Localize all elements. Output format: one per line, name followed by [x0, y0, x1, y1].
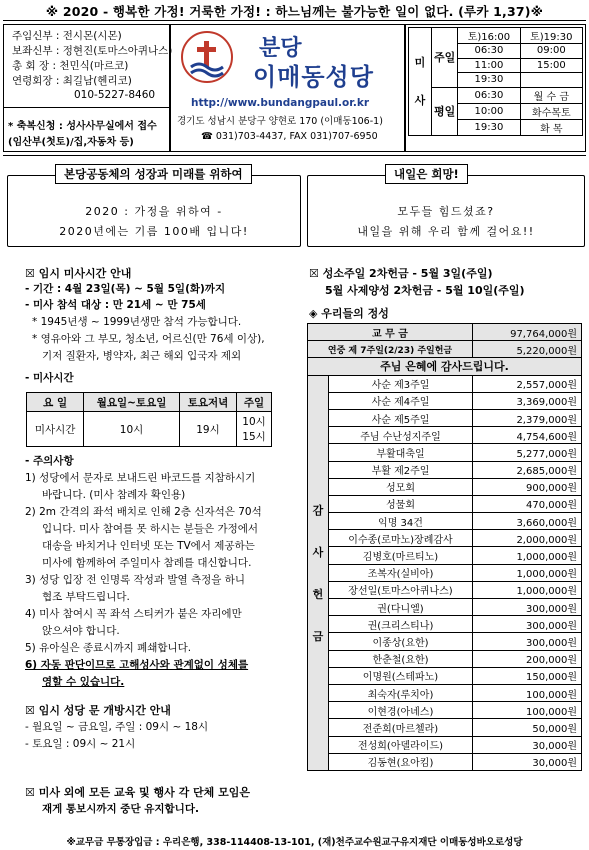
mass-time: 토)16:00 — [458, 28, 520, 44]
checkbox-icon: ☒ — [25, 267, 39, 280]
mass-time: 10:00 — [458, 103, 520, 119]
table-cell: 미사시간 — [27, 412, 84, 447]
offering-name: 전준희(마르첼라) — [329, 719, 473, 736]
offering-row — [308, 633, 582, 650]
offering-row — [308, 547, 582, 564]
offering-row — [308, 753, 582, 770]
offering-name: 권(다니엘) — [329, 599, 473, 616]
section-temp-mass-title: ☒ 임시 미사시간 안내 — [25, 267, 132, 280]
offering-name: 장선일(토마스아퀴나스) — [329, 581, 473, 598]
church-address: 경기도 성남시 분당구 양현로 170 (이매동106-1) — [177, 116, 383, 127]
note-6b: 영할 수 있습니다. — [42, 676, 125, 688]
offering-amount: 100,000원 — [473, 702, 582, 719]
banner-left-title: 본당공동체의 성장과 미래를 위하여 — [55, 164, 252, 184]
header-bottom-rule — [3, 155, 586, 156]
banner-right-title: 내일은 희망! — [385, 164, 468, 184]
section-suspension-notice: ☒ 미사 외에 모든 교육 및 행사 각 단체 모임은 — [25, 786, 250, 799]
staff-funeral-chair: 연령회장 : 최길남(헨리코) — [12, 75, 132, 87]
offering-name: 부활대축일 — [329, 444, 473, 461]
offering-amount: 3,660,000원 — [473, 513, 582, 530]
offering-name: 김동현(요아킴) — [329, 753, 473, 770]
staff-president: 총 회 장 : 천민식(마르코) — [12, 60, 129, 72]
mass-time: 06:30 — [458, 87, 520, 103]
offering-row — [308, 650, 582, 667]
top-rule — [3, 20, 586, 21]
offering-row — [308, 495, 582, 512]
offering-row — [308, 736, 582, 753]
mass-time: 19:30 — [458, 73, 520, 88]
offering-row — [308, 478, 582, 495]
mass-time-label: - 미사시간 — [25, 372, 74, 384]
section-church-open-title: ☒ 임시 성당 문 개방시간 안내 — [25, 704, 171, 717]
offering-amount: 2,685,000원 — [473, 461, 582, 478]
mass-schedule-box — [405, 24, 586, 152]
mass-time: 11:00 — [458, 58, 520, 73]
offering-row — [308, 581, 582, 598]
church-info-box — [170, 24, 405, 152]
weekday-label: 평일 — [432, 87, 458, 135]
church-name-top: 분당 — [259, 36, 302, 61]
checkbox-icon: ☒ — [25, 704, 39, 717]
offering-amount: 300,000원 — [473, 616, 582, 633]
note-1b: 바랍니다. (미사 참례자 확인용) — [42, 489, 186, 501]
footer-bank-info: ※교무금 무통장입금 : 우리은행, 338-114408-13-101, (재)천주교수원교구유지재단 이매동성바오로성당 — [66, 837, 523, 848]
church-phone-fax: ☎ 031)703-4437, FAX 031)707-6950 — [201, 131, 378, 142]
church-logo-icon — [183, 33, 231, 81]
mass-time: 토)19:30 — [520, 28, 582, 44]
temp-mass-target: - 미사 참석 대상 : 만 21세 ~ 만 75세 — [25, 299, 206, 311]
blessing-note: * 축복신청 : 성사사무실에서 접수 — [8, 121, 157, 132]
temp-mass-time-table — [26, 392, 272, 447]
offering-name: 부활 제2주일 — [329, 461, 473, 478]
checkbox-icon: ☒ — [25, 786, 39, 799]
mass-days: 화 목 — [520, 119, 582, 135]
open-hours-saturday: - 토요일 : 09시 ~ 21시 — [25, 738, 136, 750]
offering-section-title: ◈ 우리들의 정성 — [309, 307, 389, 320]
banner-right-line2: 내일을 위해 우리 함께 걸어요!! — [357, 225, 535, 238]
mass-schedule-table — [408, 27, 583, 136]
kyomu-value: 97,764,000원 — [473, 324, 582, 341]
offering-name: 이종상(요한) — [329, 633, 473, 650]
offering-name: 이현경(아녜스) — [329, 702, 473, 719]
offering-amount: 4,754,600원 — [473, 427, 582, 444]
offering-name: 사순 제4주일 — [329, 392, 473, 409]
banner-left-line2: 2020년에는 기름 100배 입니다! — [59, 225, 249, 238]
offering-amount: 1,000,000원 — [473, 547, 582, 564]
table-header: 요 일 — [27, 393, 84, 412]
offering-amount: 2,379,000원 — [473, 409, 582, 426]
offering-amount: 30,000원 — [473, 736, 582, 753]
offering-row — [308, 530, 582, 547]
offering-name: 한춘철(요한) — [329, 650, 473, 667]
offering-row — [308, 513, 582, 530]
mass-days: 화수목토 — [520, 103, 582, 119]
checkbox-icon: ☒ — [309, 267, 323, 280]
offering-amount: 100,000원 — [473, 684, 582, 701]
offering-row — [308, 444, 582, 461]
offering-row — [308, 719, 582, 736]
banner-left-line1: 2020 : 가정을 위하여 - — [85, 205, 223, 218]
offering-row — [308, 427, 582, 444]
offering-amount: 300,000원 — [473, 633, 582, 650]
offering-amount: 470,000원 — [473, 495, 582, 512]
blessing-note-detail: (임산부(첫토)/집,자동차 등) — [8, 137, 134, 148]
offering-amount: 5,277,000원 — [473, 444, 582, 461]
note-5: 5) 유아실은 종료시까지 폐쇄합니다. — [25, 642, 192, 654]
note-2c: 대송을 바치거나 인터넷 또는 TV에서 제공하는 — [42, 540, 255, 552]
offering-amount: 50,000원 — [473, 719, 582, 736]
mass-time: 19:30 — [458, 119, 520, 135]
offering-amount: 1,000,000원 — [473, 564, 582, 581]
offering-table — [307, 323, 582, 771]
offering-amount: 900,000원 — [473, 478, 582, 495]
offering-row — [308, 392, 582, 409]
offering-row — [308, 616, 582, 633]
note-2a: 2) 2m 간격의 좌석 배치로 인해 2층 신자석은 70석 — [25, 506, 262, 518]
offering-amount: 3,369,000원 — [473, 392, 582, 409]
suspension-notice-line2: 재게 통보시까지 중단 유지합니다. — [42, 803, 199, 815]
mass-time — [520, 73, 582, 88]
temp-mass-bullet1: * 1945년생 ~ 1999년생만 참석 가능합니다. — [32, 316, 242, 328]
offering-name: 이수종(로마노)장례감사 — [329, 530, 473, 547]
offering-amount: 150,000원 — [473, 667, 582, 684]
banner-right-line1: 모두들 힘드셨죠? — [397, 205, 495, 218]
offering-row — [308, 564, 582, 581]
offering-name: 익명 34건 — [329, 513, 473, 530]
offering-name: 최숙자(루치아) — [329, 684, 473, 701]
note-4a: 4) 미사 참여시 꼭 좌석 스티커가 붙은 자리에만 — [25, 608, 242, 620]
temp-mass-bullet2b: 기저 질환자, 병약자, 최근 해외 입국자 제외 — [42, 350, 242, 362]
note-3b: 협조 부탁드립니다. — [42, 591, 130, 603]
table-cell: 19시 — [179, 412, 236, 447]
staff-phone: 010-5227-8460 — [74, 89, 156, 101]
offering-row — [308, 461, 582, 478]
kyomu-label: 교 무 금 — [308, 324, 473, 341]
staff-divider — [4, 107, 169, 108]
sunday-collection-value: 5,220,000원 — [473, 341, 582, 358]
offering-name: 전성희(아델라이드) — [329, 736, 473, 753]
table-header: 월요일~토요일 — [84, 393, 180, 412]
offering-name: 이명원(스테파노) — [329, 667, 473, 684]
offering-amount: 2,000,000원 — [473, 530, 582, 547]
note-4b: 앉으셔야 합니다. — [42, 625, 120, 637]
table-header: 주일 — [237, 393, 272, 412]
mass-time: 06:30 — [458, 44, 520, 59]
offering-row — [308, 684, 582, 701]
temp-mass-bullet2: * 영유아와 그 부모, 청소년, 어르신(만 76세 이상), — [32, 333, 265, 345]
offering-row — [308, 375, 582, 392]
offering-amount: 300,000원 — [473, 599, 582, 616]
temp-mass-period: - 기간 : 4월 23일(목) ~ 5월 5일(화)까지 — [25, 283, 226, 295]
thanks-offering-side-label: 감 사 헌 금 — [308, 375, 329, 770]
table-cell: 10시 15시 — [237, 412, 272, 447]
note-2d: 미사에 함께하여 주일미사 참례를 대신합니다. — [42, 557, 252, 569]
offering-row — [308, 667, 582, 684]
offering-table-body — [308, 324, 582, 771]
offering-row — [308, 702, 582, 719]
note-6a: 6) 자동 판단이므로 고해성사와 관계없이 성체를 — [25, 659, 249, 671]
staff-assistant-priest: 보좌신부 : 정현진(토마스아퀴나스) — [12, 45, 173, 57]
staff-info-box — [3, 24, 173, 152]
notes-title: - 주의사항 — [25, 455, 74, 467]
offering-row — [308, 409, 582, 426]
note-3a: 3) 성당 입장 전 인명록 작성과 발열 측정을 하니 — [25, 574, 246, 586]
offering-name: 사순 제5주일 — [329, 409, 473, 426]
second-collection-line2: 5월 사제양성 2차헌금 - 5월 10일(주일) — [325, 284, 525, 297]
mass-time: 15:00 — [520, 58, 582, 73]
mass-time: 09:00 — [520, 44, 582, 59]
sunday-label: 주일 — [432, 28, 458, 88]
staff-pastor: 주임신부 : 전시몬(시몬) — [12, 30, 122, 42]
motto-banner: ※ 2020 - 행복한 가정! 거룩한 가정! : 하느님께는 불가능한 일이 없다. (루카 1,37)※ — [45, 4, 544, 19]
thanks-heading: 주님 은혜에 감사드립니다. — [308, 358, 582, 375]
sunday-collection-label: 연중 제 7주일(2/23) 주일헌금 — [308, 341, 473, 358]
section-second-collection: ☒ 성소주일 2차헌금 - 5월 3일(주일) — [309, 267, 493, 280]
offering-name: 성모회 — [329, 478, 473, 495]
offering-name: 주님 수난성지주일 — [329, 427, 473, 444]
note-1a: 1) 성당에서 문자로 보내드린 바코드를 지참하시기 — [25, 472, 256, 484]
table-cell: 10시 — [84, 412, 180, 447]
offering-name: 성물회 — [329, 495, 473, 512]
church-website[interactable]: http://www.bundangpaul.or.kr — [191, 97, 370, 109]
offering-name: 권(크리스티나) — [329, 616, 473, 633]
church-logo — [181, 31, 233, 83]
mass-label-vertical: 미 사 — [409, 28, 432, 136]
note-2b: 입니다. 미사 참여를 못 하시는 분들은 가정에서 — [42, 523, 259, 535]
banner-hope — [307, 175, 585, 247]
offering-amount: 2,557,000원 — [473, 375, 582, 392]
table-header: 토요저녁 — [179, 393, 236, 412]
church-name-main: 이매동성당 — [253, 63, 374, 91]
banner-community-future — [7, 175, 301, 247]
offering-amount: 200,000원 — [473, 650, 582, 667]
open-hours-weekday: - 월요일 ~ 금요일, 주일 : 09시 ~ 18시 — [25, 721, 209, 733]
offering-row — [308, 599, 582, 616]
offering-name: 사순 제3주일 — [329, 375, 473, 392]
offering-amount: 1,000,000원 — [473, 581, 582, 598]
offering-name: 조복자(실비아) — [329, 564, 473, 581]
mass-days: 월 수 금 — [520, 87, 582, 103]
offering-name: 김병호(마르티노) — [329, 547, 473, 564]
offering-amount: 30,000원 — [473, 753, 582, 770]
